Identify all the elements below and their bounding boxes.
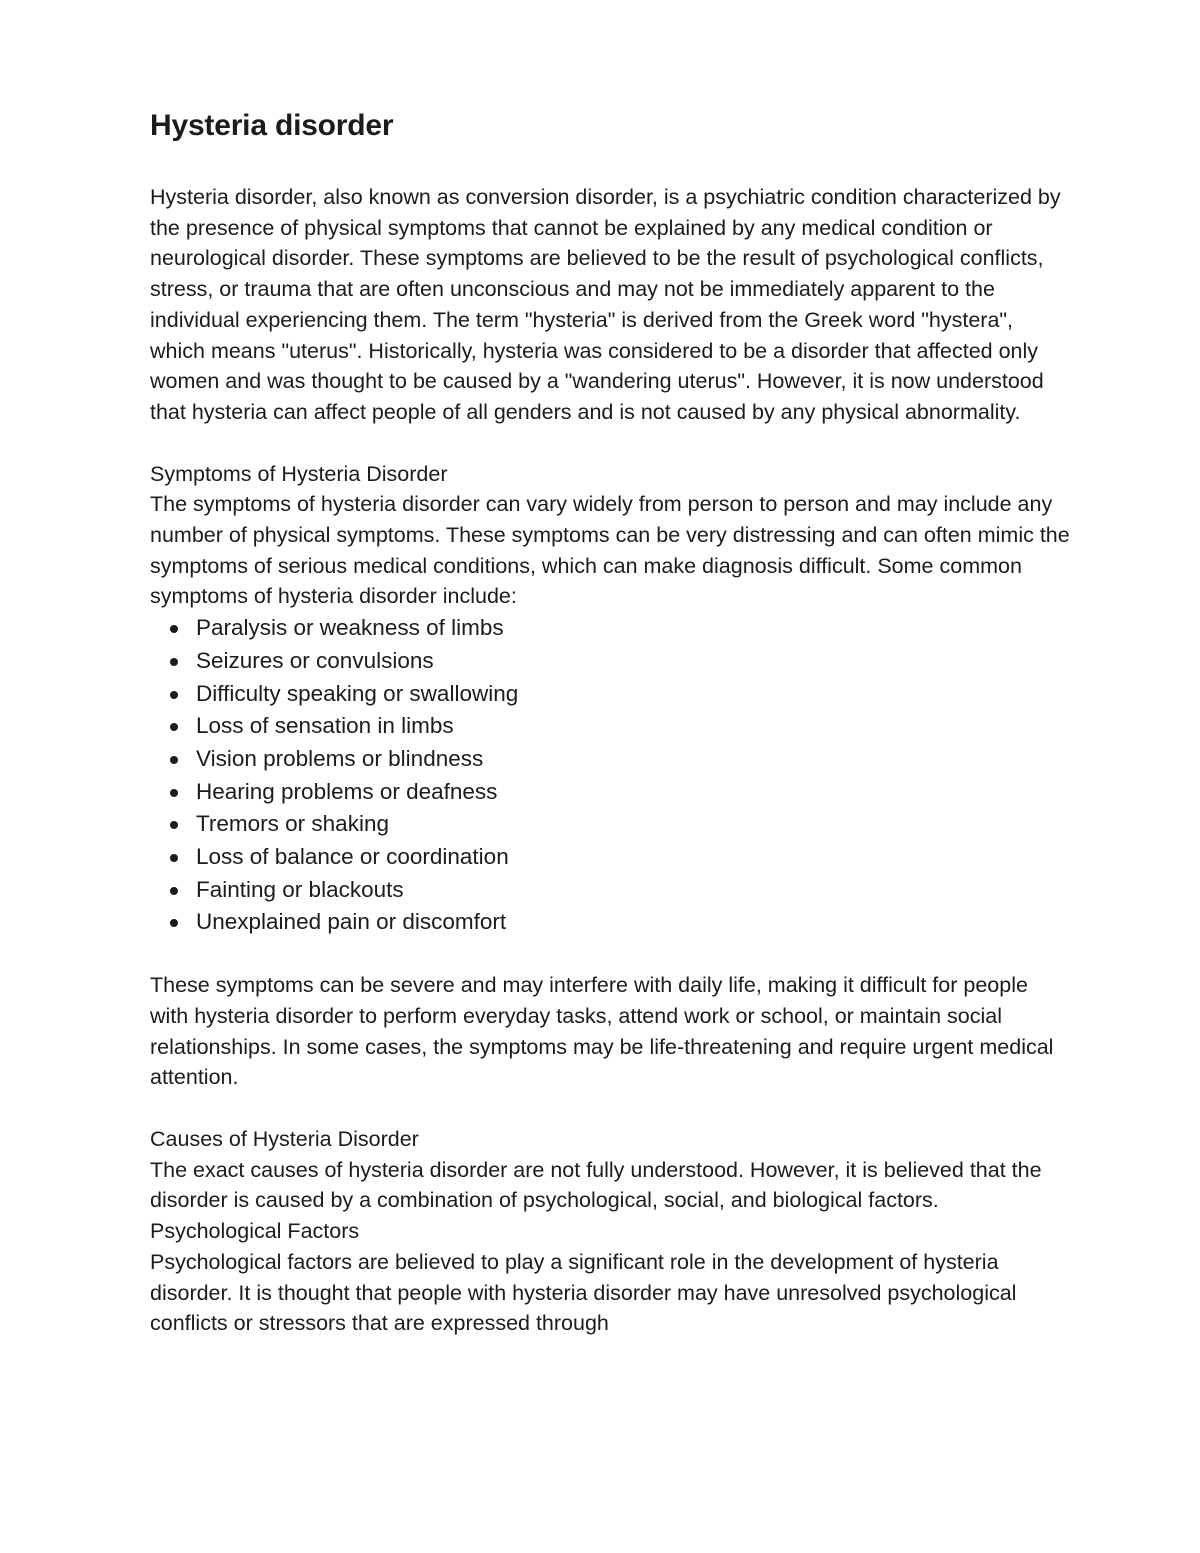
page-title: Hysteria disorder	[150, 109, 394, 142]
symptoms-list	[150, 612, 1070, 939]
symptoms-heading: Symptoms of Hysteria Disorder	[150, 461, 448, 486]
document-page	[150, 108, 1070, 1339]
list-item-label: Paralysis or weakness of limbs	[196, 615, 504, 641]
intro-paragraph: Hysteria disorder, also known as conversion disorder, is a psychiatric condition characterized by the presence of physical symptoms that cannot be explained by any medical condition or neurological disorder. These symptoms are believed to be the result of psychological conflicts, stress, or trauma that are often unconscious and may not be immediately apparent to the individual experiencing them. The term "hysteria" is derived from the Greek word "hystera", which means "uterus". Historically, hysteria was considered to be a disorder that affected only women and was thought to be caused by a "wandering uterus". However, it is now understood that hysteria can affect people of all genders and is not caused by any physical abnormality.	[150, 185, 1061, 424]
list-item-label: Hearing problems or deafness	[196, 778, 498, 804]
psychological-factors-paragraph: Psychological factors are believed to play a significant role in the development of hysteria disorder. It is thought that people with hysteria disorder may have unresolved psychological conflicts or stressors that are expressed through	[150, 1249, 1017, 1336]
bullet-icon	[170, 821, 178, 829]
list-item	[150, 678, 1070, 711]
symptoms-paragraph: The symptoms of hysteria disorder can vary widely from person to person and may include any number of physical symptoms. These symptoms can be very distressing and can often mimic the symptoms of serious medical conditions, which can make diagnosis difficult. Some common symptoms of hysteria disorder include:	[150, 492, 1070, 609]
list-item-label: Fainting or blackouts	[196, 876, 404, 902]
list-item-label: Loss of sensation in limbs	[196, 713, 454, 739]
list-item	[150, 841, 1070, 874]
list-item	[150, 710, 1070, 743]
list-item	[150, 612, 1070, 645]
list-item	[150, 645, 1070, 678]
list-item	[150, 808, 1070, 841]
list-item-label: Difficulty speaking or swallowing	[196, 680, 519, 706]
list-item	[150, 906, 1070, 939]
psychological-factors-heading: Psychological Factors	[150, 1219, 360, 1244]
bullet-icon	[170, 723, 178, 731]
bullet-icon	[170, 658, 178, 666]
list-item-label: Unexplained pain or discomfort	[196, 909, 507, 935]
causes-heading: Causes of Hysteria Disorder	[150, 1126, 419, 1151]
paragraph-gap	[150, 428, 1070, 459]
bullet-icon	[170, 887, 178, 895]
list-item-label: Seizures or convulsions	[196, 647, 434, 673]
bullet-icon	[170, 625, 178, 633]
bullet-icon	[170, 854, 178, 862]
bullet-icon	[170, 919, 178, 927]
symptoms-impact-paragraph: These symptoms can be severe and may interfere with daily life, making it difficult for people with hysteria disorder to perform everyday tasks, attend work or school, or maintain social relationships. In some cases, the symptoms may be life-threatening and require urgent medical attention.	[150, 973, 1054, 1090]
paragraph-gap	[150, 939, 1070, 970]
bullet-icon	[170, 756, 178, 764]
list-item-label: Tremors or shaking	[196, 811, 389, 837]
list-item	[150, 743, 1070, 776]
list-item	[150, 776, 1070, 809]
bullet-icon	[170, 789, 178, 797]
list-item	[150, 874, 1070, 907]
bullet-icon	[170, 691, 178, 699]
list-item-label: Loss of balance or coordination	[196, 844, 509, 870]
causes-paragraph: The exact causes of hysteria disorder are not fully understood. However, it is believed that the disorder is caused by a combination of psychological, social, and biological factors.	[150, 1157, 1042, 1213]
list-item-label: Vision problems or blindness	[196, 745, 484, 771]
paragraph-gap	[150, 1093, 1070, 1124]
